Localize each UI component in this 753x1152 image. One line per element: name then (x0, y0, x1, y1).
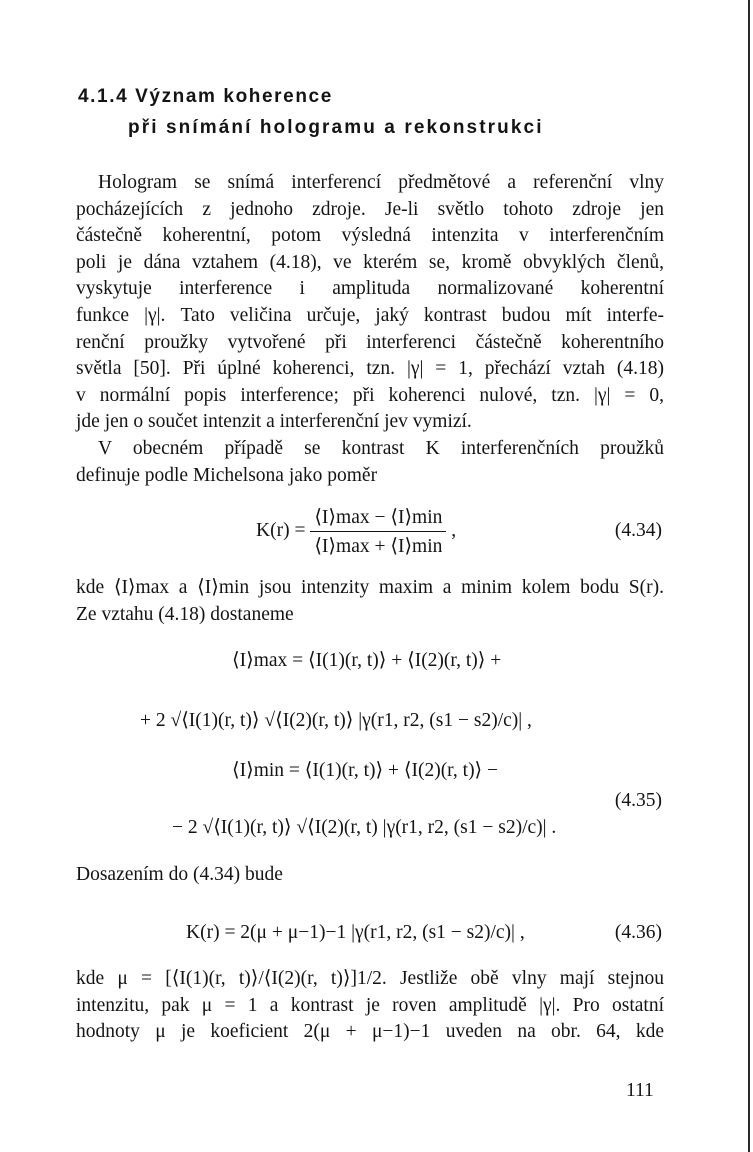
eq-lhs: K(r) = (256, 519, 306, 541)
equation-4-34: K(r) = $\frac{⟨I⟩\max - ⟨I⟩\min}{⟨I⟩\max + ⟨I⟩\min}$ , (256, 507, 457, 557)
text-line: pocházejících z jednoho zdroje. Je-li světlo tohoto zdroje jen (76, 198, 664, 220)
text-line: hodnoty μ je koeficient 2(μ + μ−1)−1 uveden na obr. 64, kde (76, 1021, 664, 1043)
text-line: Ze vztahu (4.18) dostaneme (76, 603, 294, 625)
equation-4-35-line1: ⟨I⟩max = ⟨I(1)(r, t)⟩ + ⟨I(2)(r, t)⟩ + (232, 650, 502, 671)
paragraph-3 (76, 575, 664, 628)
text-line: V obecném případě se kontrast K interferenčních proužků (98, 437, 664, 459)
text-line: částečně koherentní, potom výsledná intenzita v interferenčním (76, 225, 664, 247)
paragraph-1 (76, 170, 664, 489)
text-line: jde jen o součet intenzit a interferenční jev vymizí. (76, 411, 472, 433)
text-line: definuje podle Michelsona jako poměr (76, 464, 378, 486)
section-heading-line1: 4.1.4 Význam koherence (78, 86, 333, 107)
text-line: Dosazením do (4.34) bude (76, 864, 283, 885)
paragraph-4 (76, 862, 664, 889)
eq-denominator: ⟨I⟩max + ⟨I⟩min (314, 536, 443, 557)
text-line: světla [50]. Při úplné koherenci, tzn. |γ| = 1, přechází vztah (4.18) (76, 358, 664, 380)
page-edge-line (748, 0, 750, 1152)
eq-fraction (310, 505, 446, 558)
equation-4-36: K(r) = 2(μ + μ−1)−1 |γ(r1, r2, (s1 − s2)/c)| , (186, 922, 525, 943)
equation-number: (4.36) (614, 922, 662, 943)
equation-number: (4.34) (614, 520, 662, 541)
equation-4-35-line4: − 2 √⟨I(1)(r, t)⟩ √⟨I(2)(r, t) |γ(r1, r2, (s1 − s2)/c)| . (172, 817, 557, 838)
section-heading-line2: při snímání hologramu a rekonstrukci (128, 117, 544, 138)
equation-4-35-line3: ⟨I⟩min = ⟨I(1)(r, t)⟩ + ⟨I(2)(r, t)⟩ − (232, 760, 499, 781)
text-line: intenzitu, pak μ = 1 a kontrast je roven amplitudě |γ|. Pro ostatní (76, 994, 664, 1016)
text-line: kde μ = [⟨I(1)(r, t)⟩/⟨I(2)(r, t)⟩]1/2. Jestliže obě vlny mají stejnou (76, 968, 664, 989)
paragraph-5 (76, 966, 664, 1046)
text-line: funkce |γ|. Tato veličina určuje, jaký kontrast budou mít interfe- (76, 304, 664, 326)
text-line: poli je dána vztahem (4.18), ve kterém se, kromě obvyklých členů, (76, 251, 664, 273)
equation-4-35-line2: + 2 √⟨I(1)(r, t)⟩ √⟨I(2)(r, t)⟩ |γ(r1, r2, (s1 − s2)/c)| , (140, 710, 532, 731)
text-line: kde ⟨I⟩max a ⟨I⟩min jsou intenzity maxim a minim kolem bodu S(r). (76, 577, 664, 598)
text-line: Hologram se snímá interferencí předmětové a referenční vlny (98, 172, 664, 193)
eq-numerator: ⟨I⟩max − ⟨I⟩min (310, 505, 446, 532)
equation-number: (4.35) (614, 790, 662, 811)
page-number: 111 (626, 1080, 654, 1101)
text-line: renční proužky vytvořené při interferenci částečně koherentního (76, 331, 664, 353)
text-line: vyskytuje interference i amplituda normalizované koherentní (76, 278, 664, 300)
text-line: v normální popis interference; při koherenci nulové, tzn. |γ| = 0, (76, 384, 664, 406)
